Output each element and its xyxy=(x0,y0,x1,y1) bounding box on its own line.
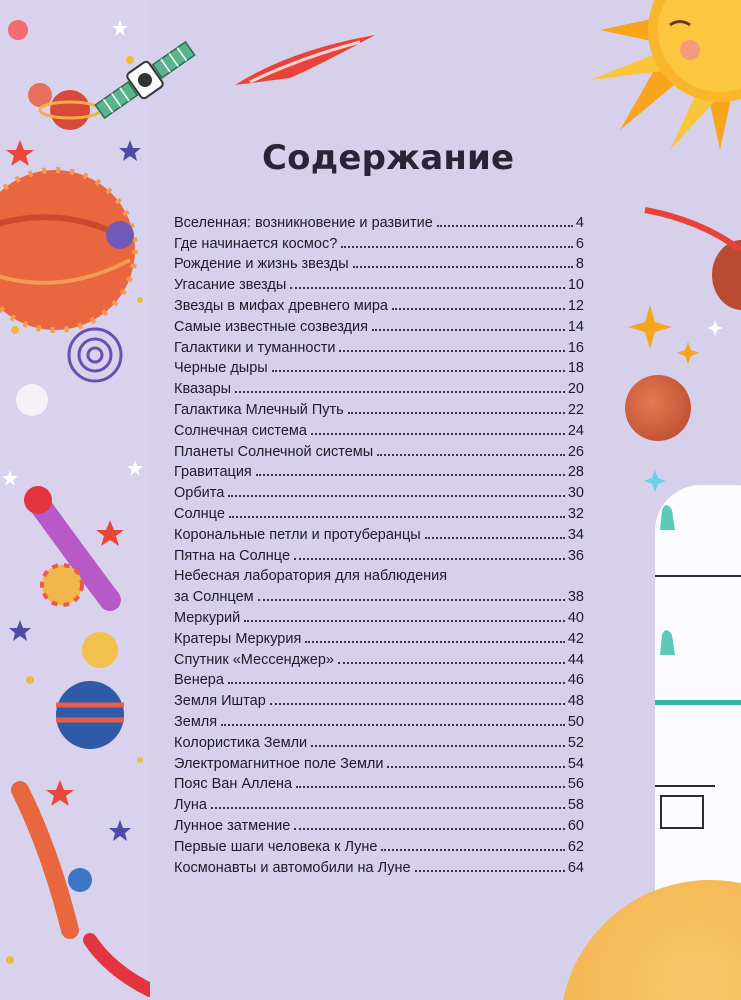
toc-entry-title: Кратеры Меркурия xyxy=(174,630,302,647)
toc-entry-title: Черные дыры xyxy=(174,360,268,377)
toc-leader-dots xyxy=(311,433,565,435)
toc-leader-dots xyxy=(258,599,565,601)
toc-leader-dots xyxy=(244,620,565,622)
toc-entry-page: 50 xyxy=(567,713,584,730)
toc-entry xyxy=(174,335,584,356)
toc-entry xyxy=(174,231,584,252)
toc-leader-dots xyxy=(372,329,565,331)
toc-leader-dots xyxy=(305,641,565,643)
toc-entry xyxy=(174,252,584,273)
toc-entry-title: Планеты Солнечной системы xyxy=(174,443,374,460)
toc-entry-title: Первые шаги человека к Луне xyxy=(174,838,378,855)
toc-entry-page: 18 xyxy=(567,360,584,377)
toc-leader-dots xyxy=(270,703,565,705)
toc-entry xyxy=(174,564,584,585)
toc-entry xyxy=(174,356,584,377)
astronaut-glove-icon xyxy=(650,500,690,670)
toc-entry-page: 14 xyxy=(567,318,584,335)
toc-entry-title: Угасание звезды xyxy=(174,277,287,294)
toc-entry-page: 54 xyxy=(567,755,584,772)
toc-entry-page: 10 xyxy=(567,277,584,294)
toc-entry-page: 38 xyxy=(567,589,584,606)
space-illustration xyxy=(0,0,150,1000)
toc-leader-dots xyxy=(211,807,565,809)
toc-entry xyxy=(174,709,584,730)
toc-entry-page: 64 xyxy=(567,859,584,876)
toc-entry-title: Солнечная система xyxy=(174,422,307,439)
toc-entry xyxy=(174,584,584,605)
planet-ring-icon xyxy=(640,195,741,255)
toc-leader-dots xyxy=(228,682,565,684)
toc-leader-dots xyxy=(256,474,565,476)
toc-leader-dots xyxy=(348,412,565,414)
toc-entry-title: Звезды в мифах древнего мира xyxy=(174,297,388,314)
toc-leader-dots xyxy=(272,370,565,372)
toc-entry-title: Спутник «Мессенджер» xyxy=(174,651,334,668)
toc-entry-page: 20 xyxy=(567,381,584,398)
toc-entry-page: 28 xyxy=(567,464,584,481)
toc-entry-page: 56 xyxy=(567,776,584,793)
toc-entry-title: Галактики и туманности xyxy=(174,339,336,356)
toc-entry-title: за Солнцем xyxy=(174,589,254,606)
toc-entry-title: Венера xyxy=(174,672,224,689)
toc-leader-dots xyxy=(221,724,565,726)
toc-entry xyxy=(174,730,584,751)
toc-entry-title: Лунное затмение xyxy=(174,817,291,834)
toc-entry-title: Пояс Ван Аллена xyxy=(174,776,293,793)
toc-entry xyxy=(174,314,584,335)
toc-entry-title: Пятна на Солнце xyxy=(174,547,291,564)
toc-entry-page: 8 xyxy=(575,256,584,273)
toc-leader-dots xyxy=(353,266,573,268)
toc-entry xyxy=(174,813,584,834)
toc-entry xyxy=(174,210,584,231)
toc-leader-dots xyxy=(392,308,565,310)
toc-leader-dots xyxy=(425,537,565,539)
moon-icon xyxy=(560,880,741,1000)
toc-entry-title: Где начинается космос? xyxy=(174,235,338,252)
toc-entry-title: Земля Иштар xyxy=(174,693,266,710)
toc-entry xyxy=(174,293,584,314)
toc-entry-page: 32 xyxy=(567,505,584,522)
toc-entry-page: 60 xyxy=(567,817,584,834)
toc-leader-dots xyxy=(387,766,564,768)
toc-leader-dots xyxy=(296,786,565,788)
toc-entry-title: Солнце xyxy=(174,505,225,522)
toc-entry-title: Меркурий xyxy=(174,609,241,626)
toc-entry xyxy=(174,543,584,564)
toc-entry xyxy=(174,688,584,709)
toc-entry xyxy=(174,772,584,793)
toc-entry-title: Небесная лаборатория для наблюдения xyxy=(174,568,448,585)
toc-leader-dots xyxy=(290,287,565,289)
toc-entry-page: 12 xyxy=(567,297,584,314)
toc-entry xyxy=(174,626,584,647)
toc-entry-page: 42 xyxy=(567,630,584,647)
table-of-contents xyxy=(174,210,584,876)
toc-entry-page: 36 xyxy=(567,547,584,564)
toc-leader-dots xyxy=(377,454,565,456)
space-illustration-strip xyxy=(0,0,150,1000)
toc-entry-page: 52 xyxy=(567,734,584,751)
toc-entry-page: 44 xyxy=(567,651,584,668)
toc-entry xyxy=(174,855,584,876)
toc-entry xyxy=(174,834,584,855)
toc-entry xyxy=(174,792,584,813)
toc-leader-dots xyxy=(381,849,564,851)
toc-entry-page: 24 xyxy=(567,422,584,439)
toc-leader-dots xyxy=(294,828,565,830)
toc-entry xyxy=(174,460,584,481)
toc-leader-dots xyxy=(338,662,565,664)
toc-entry xyxy=(174,501,584,522)
star-icon xyxy=(600,300,741,500)
toc-entry-title: Электромагнитное поле Земли xyxy=(174,755,384,772)
toc-leader-dots xyxy=(415,870,565,872)
toc-entry-title: Гравитация xyxy=(174,464,252,481)
toc-entry xyxy=(174,668,584,689)
page-title: Содержание xyxy=(262,138,515,178)
toc-entry-title: Колористика Земли xyxy=(174,734,308,751)
toc-leader-dots xyxy=(235,391,565,393)
toc-entry-title: Орбита xyxy=(174,485,225,502)
toc-entry-page: 6 xyxy=(575,235,584,252)
toc-entry xyxy=(174,522,584,543)
toc-entry-title: Вселенная: возникновение и развитие xyxy=(174,214,433,231)
toc-entry-title: Рождение и жизнь звезды xyxy=(174,256,349,273)
toc-entry-page: 30 xyxy=(567,485,584,502)
toc-leader-dots xyxy=(437,225,573,227)
toc-entry-page: 48 xyxy=(567,693,584,710)
toc-entry-title: Галактика Млечный Путь xyxy=(174,401,344,418)
toc-entry-page: 62 xyxy=(567,838,584,855)
toc-entry xyxy=(174,439,584,460)
toc-entry xyxy=(174,418,584,439)
toc-entry-page: 16 xyxy=(567,339,584,356)
toc-entry-page: 46 xyxy=(567,672,584,689)
toc-entry-title: Космонавты и автомобили на Луне xyxy=(174,859,411,876)
toc-entry-page: 58 xyxy=(567,797,584,814)
toc-entry-page: 22 xyxy=(567,401,584,418)
toc-entry xyxy=(174,647,584,668)
toc-leader-dots xyxy=(339,350,564,352)
satellite-icon xyxy=(90,20,200,140)
toc-leader-dots xyxy=(228,495,565,497)
toc-entry xyxy=(174,272,584,293)
toc-entry xyxy=(174,751,584,772)
toc-leader-dots xyxy=(341,246,573,248)
toc-entry-title: Квазары xyxy=(174,381,232,398)
toc-entry-page: 34 xyxy=(567,526,584,543)
toc-entry xyxy=(174,376,584,397)
toc-entry-page: 4 xyxy=(575,214,584,231)
toc-entry-page: 26 xyxy=(567,443,584,460)
toc-entry-title: Самые известные созвездия xyxy=(174,318,368,335)
toc-entry-title: Луна xyxy=(174,797,208,814)
toc-entry-page: 40 xyxy=(567,609,584,626)
toc-entry xyxy=(174,480,584,501)
toc-leader-dots xyxy=(294,558,565,560)
toc-entry xyxy=(174,397,584,418)
sun-icon xyxy=(560,0,741,170)
toc-entry xyxy=(174,605,584,626)
toc-entry-title: Земля xyxy=(174,713,218,730)
rocket-icon xyxy=(230,30,380,90)
toc-leader-dots xyxy=(229,516,565,518)
toc-entry-title: Корональные петли и протуберанцы xyxy=(174,526,421,543)
toc-leader-dots xyxy=(311,745,565,747)
